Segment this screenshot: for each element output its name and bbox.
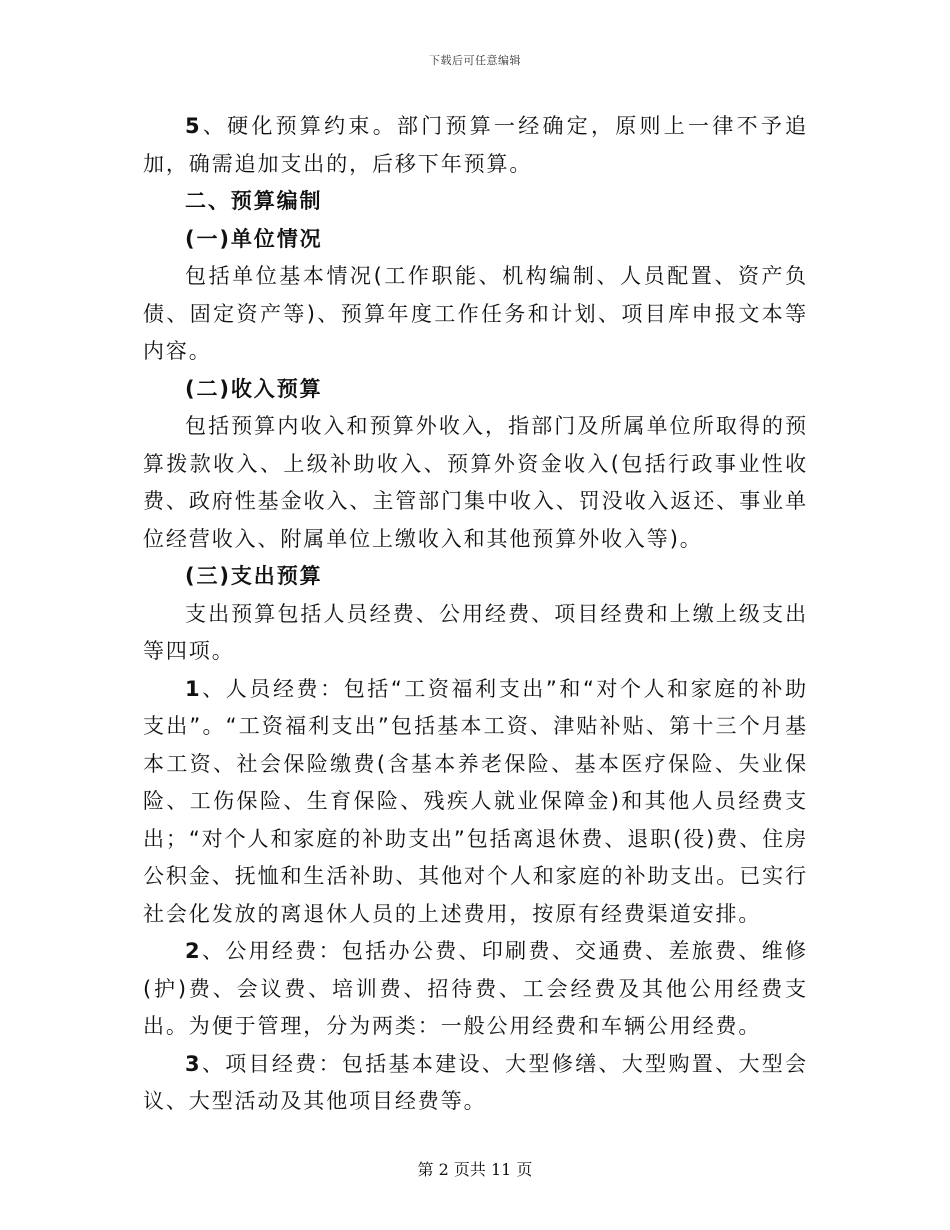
- paragraph-unit-info: [143, 258, 808, 371]
- item-number: 1: [185, 676, 202, 701]
- page-header: 下载后可任意编辑: [429, 54, 521, 67]
- paragraph-income-budget: [143, 408, 808, 558]
- paragraph-expenditure-budget: [143, 596, 808, 671]
- paragraph-public-expenses: [143, 933, 808, 1046]
- item-number: 5: [185, 114, 202, 138]
- page-footer: 第 2 页共 11 页: [417, 1160, 533, 1179]
- paragraph-personnel-expenses: [143, 671, 808, 934]
- paragraph-text: 包括单位基本情况(工作职能、机构编制、人员配置、资产负债、固定资产等)、预算年度工作任务和计划、项目库申报文本等内容。: [143, 264, 808, 363]
- paragraph-text: 包括预算内收入和预算外收入，指部门及所属单位所取得的预算拨款收入、上级补助收入、预算外资金收入(包括行政事业性收费、政府性基金收入、主管部门集中收入、罚没收入返还、事业单位经营收入、附属单位上缴收入和其他预算外收入等)。: [143, 414, 808, 551]
- item-number: 2: [185, 939, 202, 963]
- subsection-heading-expenditure-budget: (三)支出预算: [185, 564, 323, 588]
- paragraph-text: 、硬化预算约束。部门预算一经确定，原则上一律不予追加，确需追加支出的，后移下年预算。: [143, 114, 808, 176]
- document-body: [143, 108, 808, 1121]
- paragraph-text: 、人员经费：包括“工资福利支出”和“对个人和家庭的补助支出”。“工资福利支出”包括基本工资、津贴补贴、第十三个月基本工资、社会保险缴费(含基本养老保险、基本医疗保险、失业保险、工伤保险、生育保险、残疾人就业保障金)和其他人员经费支出；“对个人和家庭的补助支出”包括离退休费、退职(役)费、住房公积金、抚恤和生活补助、其他对个人和家庭的补助支出。已实行社会化发放的离退休人员的上述费用，按原有经费渠道安排。: [143, 676, 808, 926]
- paragraph-project-expenses: [143, 1046, 808, 1121]
- item-number: 3: [185, 1051, 202, 1076]
- paragraph-text: 、公用经费：包括办公费、印刷费、交通费、差旅费、维修(护)费、会议费、培训费、招待费、工会经费及其他公用经费支出。为便于管理，分为两类：一般公用经费和车辆公用经费。: [143, 939, 808, 1038]
- paragraph-budget-constraint: [143, 108, 808, 183]
- subsection-heading-unit-info: (一)单位情况: [185, 226, 323, 251]
- section-heading-budget-preparation: 二、预算编制: [185, 189, 323, 213]
- paragraph-text: 支出预算包括人员经费、公用经费、项目经费和上缴上级支出等四项。: [143, 601, 808, 663]
- paragraph-text: 、项目经费：包括基本建设、大型修缮、大型购置、大型会议、大型活动及其他项目经费等。: [143, 1051, 808, 1113]
- subsection-heading-income-budget: (二)收入预算: [185, 376, 323, 401]
